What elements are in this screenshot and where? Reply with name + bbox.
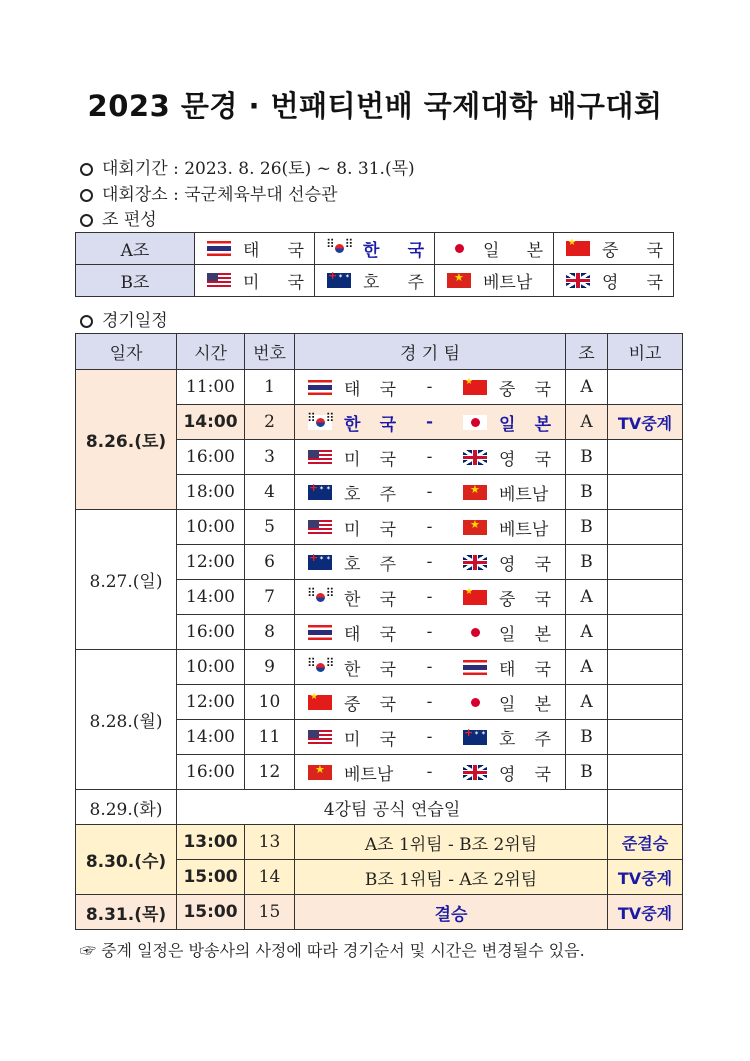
- header-group: 조: [566, 334, 608, 370]
- usa-flag-icon: [308, 520, 332, 535]
- match-note: [608, 685, 683, 720]
- match-time: 14:00: [177, 720, 245, 755]
- matchup: [295, 690, 565, 715]
- group-team-cell: [554, 233, 674, 265]
- match-time: 10:00: [177, 650, 245, 685]
- semis-match: B조 1위팀 - A조 2위팀: [295, 860, 608, 895]
- page-title: 2023 문경 · 번패티번배 국제대학 배구대회: [87, 89, 663, 123]
- match-number: 1: [245, 370, 295, 405]
- match-number: 9: [245, 650, 295, 685]
- info-groups: [80, 205, 157, 230]
- match-teams: [295, 545, 566, 580]
- vietnam-flag-icon: [308, 765, 332, 780]
- away-team: 베트남: [499, 519, 549, 540]
- match-number: 13: [245, 825, 295, 860]
- header-teams: 경 기 팀: [295, 334, 566, 370]
- semis-date: 8.30.(수): [76, 825, 177, 895]
- semis-note: [608, 860, 683, 895]
- final-date: 8.31.(목): [76, 895, 177, 930]
- versus-dash: -: [426, 517, 433, 537]
- match-number: 10: [245, 685, 295, 720]
- table-row: [76, 825, 683, 860]
- matchup: [295, 655, 565, 680]
- korea-flag-icon: [308, 415, 332, 430]
- match-date: 8.28.(월): [76, 650, 177, 790]
- japan-flag-icon: [463, 695, 487, 710]
- uk-flag-icon: [463, 450, 487, 465]
- team-name: 중 국: [602, 241, 663, 261]
- china-flag-icon: [308, 695, 332, 710]
- thailand-flag-icon: [308, 625, 332, 640]
- group-row: [76, 265, 674, 297]
- australia-flag-icon: [308, 555, 332, 570]
- match-time: 15:00: [177, 860, 245, 895]
- final-match: 결승: [295, 895, 608, 930]
- team-entry: [315, 268, 434, 293]
- home-team: 한 국: [344, 589, 396, 610]
- home-team: 미 국: [344, 449, 396, 470]
- matchup: [295, 480, 565, 505]
- away-team: 호 주: [499, 729, 551, 750]
- match-note: [608, 475, 683, 510]
- china-flag-icon: [566, 241, 590, 256]
- match-date: 8.26.(토): [76, 370, 177, 510]
- team-entry: [435, 236, 553, 261]
- thailand-flag-icon: [207, 241, 231, 256]
- uk-flag-icon: [463, 765, 487, 780]
- matchup: [295, 620, 565, 645]
- semis-match: A조 1위팀 - B조 2위팀: [295, 825, 608, 860]
- uk-flag-icon: [566, 273, 590, 288]
- group-team-cell: [435, 233, 554, 265]
- match-group: B: [566, 440, 608, 475]
- match-number: 6: [245, 545, 295, 580]
- usa-flag-icon: [308, 450, 332, 465]
- group-team-cell: [554, 265, 674, 297]
- korea-flag-icon: [308, 660, 332, 675]
- vietnam-flag-icon: [463, 485, 487, 500]
- team-name: 미 국: [243, 273, 304, 293]
- match-time: 11:00: [177, 370, 245, 405]
- versus-dash: -: [426, 377, 433, 397]
- practice-text: 4강팀 공식 연습일: [177, 790, 608, 825]
- match-group: B: [566, 545, 608, 580]
- match-date: 8.27.(일): [76, 510, 177, 650]
- bullet-icon: [80, 214, 93, 227]
- footnote: ☞ 중계 일정은 방송사의 사정에 따라 경기순서 및 시간은 변경될수 있음.: [80, 941, 585, 960]
- away-team: 중 국: [499, 379, 551, 400]
- match-teams: [295, 720, 566, 755]
- match-note: [608, 440, 683, 475]
- header-note: 비고: [608, 334, 683, 370]
- group-label: B조: [76, 265, 195, 297]
- home-team: 한 국: [344, 414, 396, 435]
- away-team: 베트남: [499, 484, 549, 505]
- match-time: 13:00: [177, 825, 245, 860]
- match-number: 2: [245, 405, 295, 440]
- away-team: 영 국: [499, 764, 551, 785]
- semis-note-line1: TV중계: [617, 868, 673, 888]
- match-number: 12: [245, 755, 295, 790]
- final-time: 15:00: [177, 895, 245, 930]
- match-teams: [295, 440, 566, 475]
- match-teams: [295, 510, 566, 545]
- korea-flag-icon: [327, 241, 351, 256]
- schedule-label: 경기일정: [102, 311, 168, 331]
- match-time: 16:00: [177, 615, 245, 650]
- match-time: 16:00: [177, 440, 245, 475]
- matchup: [295, 445, 565, 470]
- japan-flag-icon: [447, 241, 471, 256]
- away-team: 영 국: [499, 449, 551, 470]
- versus-dash: -: [426, 482, 433, 502]
- match-group: A: [566, 580, 608, 615]
- thailand-flag-icon: [463, 660, 487, 675]
- info-period: [80, 154, 415, 179]
- team-entry: [315, 236, 434, 261]
- matchup: [295, 375, 565, 400]
- match-number: 4: [245, 475, 295, 510]
- matchup: [295, 725, 565, 750]
- header-number: 번호: [245, 334, 295, 370]
- header-time: 시간: [177, 334, 245, 370]
- home-team: 베트남: [344, 764, 394, 785]
- team-name: 한 국: [363, 241, 424, 261]
- group-team-cell: [315, 265, 435, 297]
- schedule-header-row: [76, 334, 683, 370]
- versus-dash: -: [426, 622, 433, 642]
- team-name: 베트남: [483, 273, 533, 293]
- match-time: 16:00: [177, 755, 245, 790]
- home-team: 태 국: [344, 379, 396, 400]
- table-row: [76, 650, 683, 685]
- team-entry: [195, 236, 314, 261]
- group-team-cell: [435, 265, 554, 297]
- final-number: 15: [245, 895, 295, 930]
- away-team: 영 국: [499, 554, 551, 575]
- match-time: 12:00: [177, 545, 245, 580]
- usa-flag-icon: [308, 730, 332, 745]
- match-group: B: [566, 475, 608, 510]
- home-team: 호 주: [344, 554, 396, 575]
- group-team-cell: [195, 265, 315, 297]
- match-number: 8: [245, 615, 295, 650]
- team-name: 영 국: [602, 273, 663, 293]
- versus-dash: -: [426, 447, 433, 467]
- korea-flag-icon: [308, 590, 332, 605]
- match-teams: [295, 580, 566, 615]
- table-row: [76, 370, 683, 405]
- match-note: [608, 510, 683, 545]
- japan-flag-icon: [463, 415, 487, 430]
- match-teams: [295, 685, 566, 720]
- match-note: [608, 545, 683, 580]
- info-venue-text: 대회장소 : 국군체육부대 선승관: [102, 185, 338, 205]
- team-name: 태 국: [243, 241, 304, 261]
- versus-dash: -: [426, 692, 433, 712]
- match-teams: [295, 650, 566, 685]
- versus-dash: -: [426, 727, 433, 747]
- bullet-icon: [80, 189, 93, 202]
- group-table: [75, 232, 674, 297]
- header-date: 일자: [76, 334, 177, 370]
- uk-flag-icon: [463, 555, 487, 570]
- home-team: 미 국: [344, 729, 396, 750]
- home-team: 태 국: [344, 624, 396, 645]
- matchup: [295, 585, 565, 610]
- australia-flag-icon: [308, 485, 332, 500]
- match-group: A: [566, 650, 608, 685]
- matchup: [295, 515, 565, 540]
- match-note: [608, 580, 683, 615]
- match-note: [608, 650, 683, 685]
- vietnam-flag-icon: [463, 520, 487, 535]
- group-label: A조: [76, 233, 195, 265]
- match-time: 14:00: [177, 405, 245, 440]
- info-venue: [80, 180, 337, 205]
- versus-dash: -: [426, 552, 433, 572]
- match-number: 5: [245, 510, 295, 545]
- practice-date: 8.29.(화): [76, 790, 177, 825]
- usa-flag-icon: [207, 273, 231, 288]
- match-time: 14:00: [177, 580, 245, 615]
- match-note: [608, 370, 683, 405]
- group-row: [76, 233, 674, 265]
- match-group: A: [566, 615, 608, 650]
- matchup: [295, 410, 565, 435]
- match-time: 12:00: [177, 685, 245, 720]
- versus-dash: -: [425, 412, 434, 432]
- final-note: TV중계: [608, 895, 683, 930]
- china-flag-icon: [463, 380, 487, 395]
- match-group: B: [566, 755, 608, 790]
- group-team-cell: [315, 233, 435, 265]
- match-group: B: [566, 720, 608, 755]
- away-team: 일 본: [499, 414, 551, 435]
- match-group: B: [566, 510, 608, 545]
- match-teams: [295, 475, 566, 510]
- home-team: 미 국: [344, 519, 396, 540]
- bullet-icon: [80, 163, 93, 176]
- table-row: [76, 895, 683, 930]
- china-flag-icon: [463, 590, 487, 605]
- home-team: 호 주: [344, 484, 396, 505]
- match-note: [608, 755, 683, 790]
- australia-flag-icon: [327, 273, 351, 288]
- match-group: A: [566, 685, 608, 720]
- match-time: 18:00: [177, 475, 245, 510]
- team-entry: [554, 268, 673, 293]
- table-row: [76, 510, 683, 545]
- info-groups-text: 조 편성: [102, 210, 157, 230]
- bullet-icon: [80, 315, 93, 328]
- australia-flag-icon: [463, 730, 487, 745]
- practice-note: [608, 790, 683, 825]
- vietnam-flag-icon: [447, 273, 471, 288]
- match-number: 7: [245, 580, 295, 615]
- away-team: 중 국: [499, 589, 551, 610]
- match-time: 10:00: [177, 510, 245, 545]
- match-note: [608, 615, 683, 650]
- match-group: A: [566, 405, 608, 440]
- thailand-flag-icon: [308, 380, 332, 395]
- team-name: 일 본: [483, 241, 543, 261]
- away-team: 일 본: [499, 694, 551, 715]
- versus-dash: -: [426, 762, 433, 782]
- match-number: 3: [245, 440, 295, 475]
- match-number: 11: [245, 720, 295, 755]
- team-name: 호 주: [363, 273, 424, 293]
- team-entry: [554, 236, 673, 261]
- versus-dash: -: [426, 587, 433, 607]
- match-number: 14: [245, 860, 295, 895]
- matchup: [295, 550, 565, 575]
- info-schedule: [80, 306, 168, 331]
- match-group: A: [566, 370, 608, 405]
- match-teams: [295, 405, 566, 440]
- semis-note: [608, 825, 683, 860]
- team-entry: [195, 268, 314, 293]
- match-teams: [295, 370, 566, 405]
- home-team: 한 국: [344, 659, 396, 680]
- matchup: [295, 760, 565, 785]
- match-note: [608, 720, 683, 755]
- group-team-cell: [195, 233, 315, 265]
- semis-note-line1: 준결승: [621, 833, 669, 853]
- match-teams: [295, 615, 566, 650]
- team-entry: [435, 268, 553, 293]
- versus-dash: -: [426, 657, 433, 677]
- match-teams: [295, 755, 566, 790]
- japan-flag-icon: [463, 625, 487, 640]
- match-note: TV중계: [608, 405, 683, 440]
- schedule-table: [75, 333, 683, 930]
- home-team: 중 국: [344, 694, 396, 715]
- away-team: 일 본: [499, 624, 551, 645]
- away-team: 태 국: [499, 659, 551, 680]
- info-period-text: 대회기간 : 2023. 8. 26(토) ~ 8. 31.(목): [102, 159, 415, 179]
- table-row: [76, 790, 683, 825]
